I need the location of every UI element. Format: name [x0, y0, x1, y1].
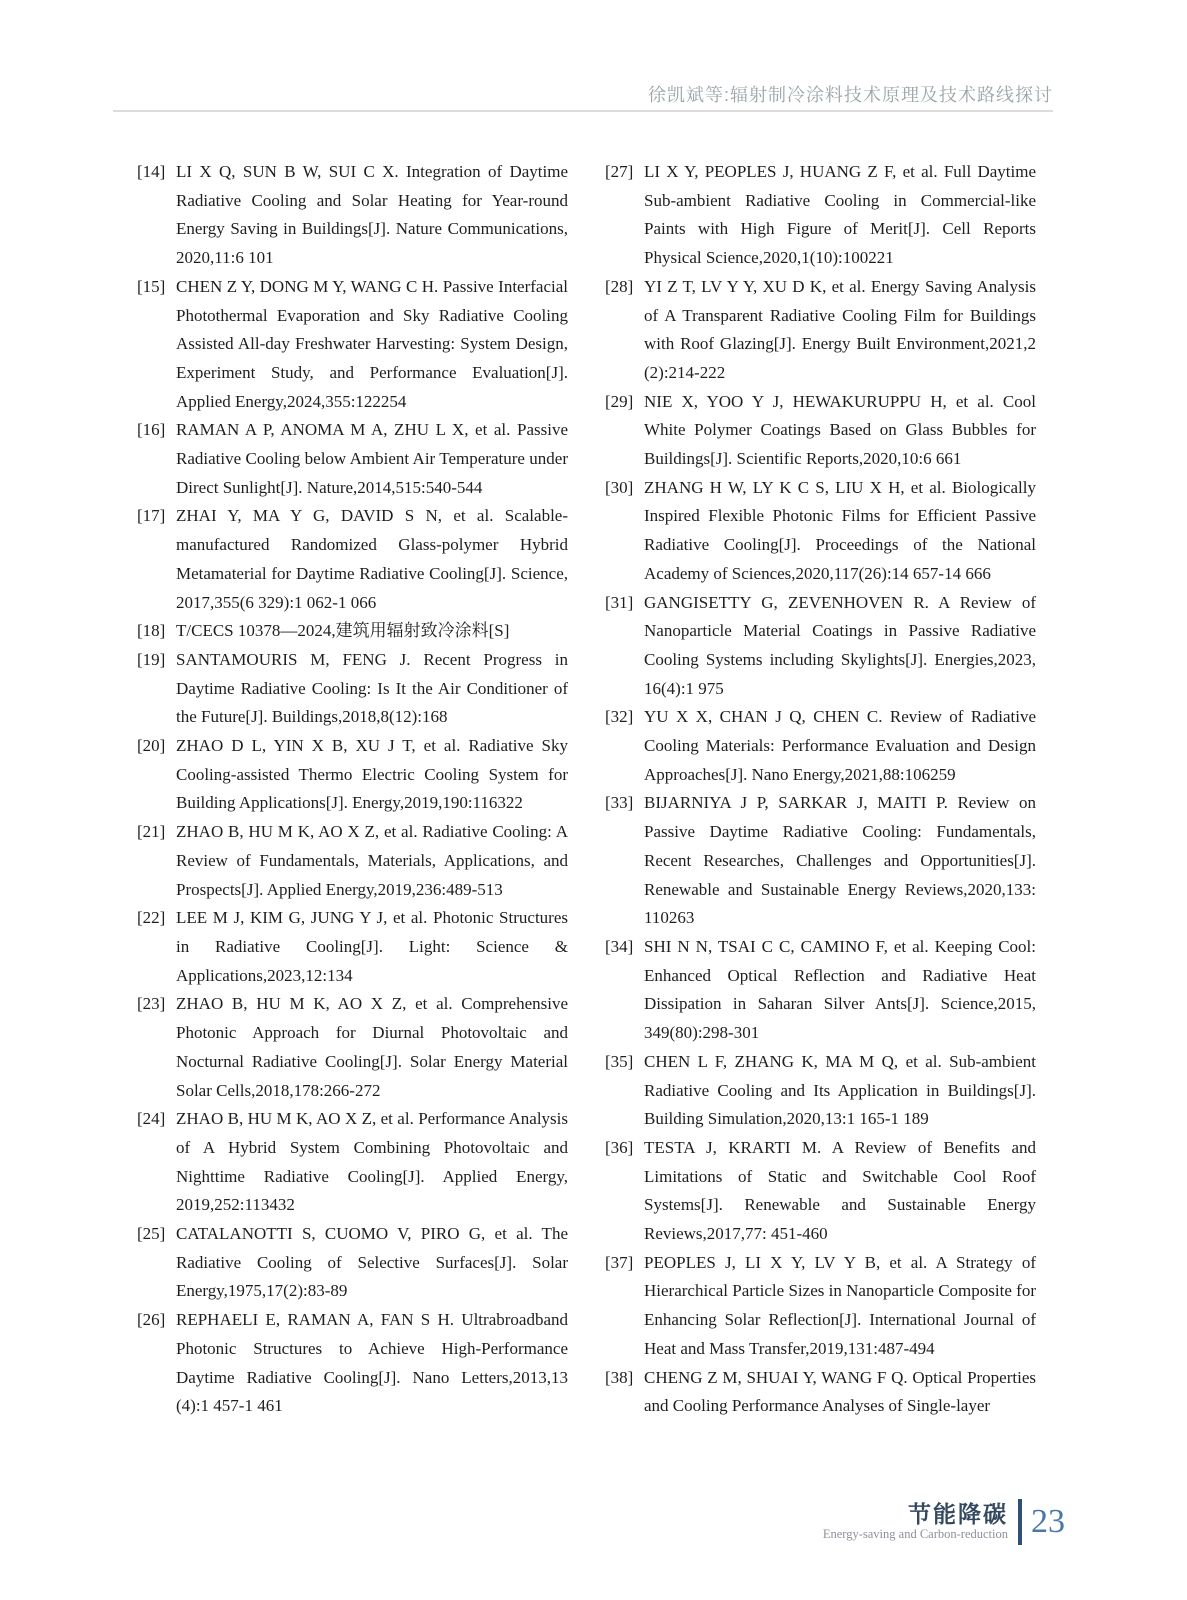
- reference-text: ZHAO B, HU M K, AO X Z, et al. Performance Analysis of A Hybrid System Combining Photovoltaic and Nighttime Radiative Cooling[J]. Applied Energy, 2019,252:113432: [176, 1109, 568, 1215]
- reference-item: [137, 990, 568, 1105]
- reference-number: [35]: [605, 1051, 634, 1071]
- reference-item: [605, 273, 1036, 388]
- page-footer: [823, 1499, 1065, 1545]
- reference-item: [605, 1134, 1036, 1249]
- reference-text: SHI N N, TSAI C C, CAMINO F, et al. Keeping Cool: Enhanced Optical Reflection and Radiative Heat Dissipation in Saharan Silver Ants[J]. Science,2015, 349(80):298-301: [644, 936, 1036, 1043]
- reference-number: [17]: [137, 506, 166, 526]
- reference-text: GANGISETTY G, ZEVENHOVEN R. A Review of Nanoparticle Material Coatings in Passive Radiative Cooling Systems including Skylights[J]. Energies,2023, 16(4):1 975: [644, 592, 1036, 698]
- reference-text: REPHAELI E, RAMAN A, FAN S H. Ultrabroadband Photonic Structures to Achieve High-Performance Daytime Radiative Cooling[J]. Nano Letters,2013,13 (4):1 457-1 461: [176, 1310, 568, 1416]
- reference-number: [30]: [605, 477, 634, 497]
- reference-text: CATALANOTTI S, CUOMO V, PIRO G, et al. The Radiative Cooling of Selective Surfaces[J]. Solar Energy,1975,17(2):83-89: [176, 1224, 568, 1301]
- reference-text: LI X Q, SUN B W, SUI C X. Integration of Daytime Radiative Cooling and Solar Heating for Year-round Energy Saving in Buildings[J]. Nature Communications, 2020,11:6 101: [176, 162, 568, 268]
- reference-number: [25]: [137, 1224, 166, 1244]
- reference-text: ZHANG H W, LY K C S, LIU X H, et al. Biologically Inspired Flexible Photonic Films for Efficient Passive Radiative Cooling[J]. Proceedings of the National Academy of Sciences,2020,117(26):14 657-14 666: [644, 477, 1036, 583]
- reference-item: [137, 416, 568, 502]
- reference-number: [15]: [137, 276, 166, 296]
- reference-number: [27]: [605, 162, 634, 181]
- reference-item: [137, 273, 568, 417]
- reference-number: [26]: [137, 1310, 166, 1330]
- reference-text: YU X X, CHAN J Q, CHEN C. Review of Radiative Cooling Materials: Performance Evaluation and Design Approaches[J]. Nano Energy,2021,88:106259: [644, 707, 1036, 784]
- running-head-title: 徐凯斌等:辐射制冷涂料技术原理及技术路线探讨: [648, 85, 1053, 105]
- reference-item: [137, 646, 568, 732]
- reference-item: [137, 732, 568, 818]
- header-rule: [113, 110, 1053, 112]
- reference-number: [24]: [137, 1109, 166, 1129]
- reference-text: BIJARNIYA J P, SARKAR J, MAITI P. Review on Passive Daytime Radiative Cooling: Fundamentals, Recent Researches, Challenges and Opportunities[J]. Renewable and Sustainable Energy Reviews,2020,133: 110263: [644, 793, 1036, 928]
- reference-number: [28]: [605, 276, 634, 296]
- reference-text: LI X Y, PEOPLES J, HUANG Z F, et al. Full Daytime Sub-ambient Radiative Cooling in Commercial-like Paints with High Figure of Merit[J]. Cell Reports Physical Science,2020,1(10):100221: [644, 162, 1036, 268]
- reference-item: [605, 703, 1036, 789]
- reference-number: [18]: [137, 621, 166, 641]
- reference-number: [14]: [137, 162, 166, 181]
- references-left-column: [137, 158, 568, 1421]
- reference-item: [137, 1306, 568, 1421]
- reference-item: [137, 904, 568, 990]
- reference-text: ZHAO D L, YIN X B, XU J T, et al. Radiative Sky Cooling-assisted Thermo Electric Cooling System for Building Applications[J]. Energy,2019,190:116322: [176, 736, 568, 813]
- journal-name-chinese: 节能降碳: [908, 1501, 1008, 1527]
- reference-item: [605, 388, 1036, 474]
- journal-name-english: Energy-saving and Carbon-reduction: [822, 1527, 1008, 1541]
- reference-text: ZHAO B, HU M K, AO X Z, et al. Radiative Cooling: A Review of Fundamentals, Materials, Applications, and Prospects[J]. Applied Energy,2019,236:489-513: [176, 822, 568, 899]
- reference-item: [137, 617, 568, 646]
- reference-text: LEE M J, KIM G, JUNG Y J, et al. Photonic Structures in Radiative Cooling[J]. Light: Science & Applications,2023,12:134: [176, 908, 568, 985]
- reference-item: [605, 474, 1036, 589]
- reference-number: [19]: [137, 649, 166, 669]
- reference-number: [34]: [605, 936, 634, 956]
- references-section: [137, 158, 1037, 1421]
- journal-name-block: [823, 1502, 1008, 1542]
- reference-text: RAMAN A P, ANOMA M A, ZHU L X, et al. Passive Radiative Cooling below Ambient Air Temperature under Direct Sunlight[J]. Nature,2014,515:540-544: [176, 420, 568, 497]
- reference-item: [605, 1364, 1036, 1421]
- reference-item: [137, 502, 568, 617]
- reference-number: [23]: [137, 994, 166, 1014]
- reference-number: [37]: [605, 1252, 634, 1272]
- references-right-column: [605, 158, 1036, 1421]
- reference-text: ZHAO B, HU M K, AO X Z, et al. Comprehensive Photonic Approach for Diurnal Photovoltaic and Nocturnal Radiative Cooling[J]. Solar Energy Material Solar Cells,2018,178:266-272: [176, 994, 568, 1100]
- reference-text: CHENG Z M, SHUAI Y, WANG F Q. Optical Properties and Cooling Performance Analyses of Single-layer: [644, 1367, 1036, 1416]
- reference-number: [21]: [137, 822, 166, 842]
- reference-text: CHEN L F, ZHANG K, MA M Q, et al. Sub-ambient Radiative Cooling and Its Application in Buildings[J]. Building Simulation,2020,13:1 165-1 189: [644, 1051, 1036, 1129]
- page-number: 23: [1031, 1503, 1065, 1540]
- reference-text: CHEN Z Y, DONG M Y, WANG C H. Passive Interfacial Photothermal Evaporation and Sky Radiative Cooling Assisted All-day Freshwater Harvesting: System Design, Experiment Study, and Performance Evaluation[J]. Applied Energy,2024,355:122254: [176, 276, 568, 411]
- reference-number: [29]: [605, 391, 634, 411]
- reference-item: [605, 589, 1036, 704]
- reference-item: [605, 789, 1036, 933]
- reference-text: T/CECS 10378—2024,建筑用辐射致冷涂料[S]: [176, 621, 510, 641]
- reference-text: NIE X, YOO Y J, HEWAKURUPPU H, et al. Cool White Polymer Coatings Based on Glass Bubbles for Buildings[J]. Scientific Reports,2020,10:6 661: [644, 391, 1036, 469]
- reference-text: TESTA J, KRARTI M. A Review of Benefits and Limitations of Static and Switchable Cool Roof Systems[J]. Renewable and Sustainable Energy Reviews,2017,77: 451-460: [644, 1137, 1036, 1244]
- reference-number: [22]: [137, 908, 166, 928]
- reference-text: ZHAI Y, MA Y G, DAVID S N, et al. Scalable-manufactured Randomized Glass-polymer Hybrid Metamaterial for Daytime Radiative Cooling[J]. Science, 2017,355(6 329):1 062-1 066: [176, 506, 568, 612]
- reference-text: PEOPLES J, LI X Y, LV Y B, et al. A Strategy of Hierarchical Particle Sizes in Nanoparticle Composite for Enhancing Solar Reflection[J]. International Journal of Heat and Mass Transfer,2019,131:487-494: [644, 1252, 1036, 1358]
- reference-item: [605, 158, 1036, 273]
- reference-number: [38]: [605, 1367, 634, 1387]
- reference-item: [605, 1249, 1036, 1364]
- reference-number: [16]: [137, 420, 166, 440]
- reference-item: [605, 933, 1036, 1048]
- footer-divider-bar: [1018, 1499, 1022, 1545]
- reference-item: [137, 158, 568, 273]
- reference-item: [137, 1105, 568, 1220]
- reference-number: [20]: [137, 736, 166, 756]
- reference-item: [137, 1220, 568, 1306]
- reference-number: [33]: [605, 793, 634, 813]
- reference-item: [137, 818, 568, 904]
- reference-number: [32]: [605, 707, 634, 727]
- reference-item: [605, 1048, 1036, 1134]
- reference-text: SANTAMOURIS M, FENG J. Recent Progress in Daytime Radiative Cooling: Is It the Air Conditioner of the Future[J]. Buildings,2018,8(12):168: [176, 649, 568, 727]
- reference-number: [36]: [605, 1137, 634, 1157]
- reference-number: [31]: [605, 592, 634, 612]
- reference-text: YI Z T, LV Y Y, XU D K, et al. Energy Saving Analysis of A Transparent Radiative Cooling Film for Buildings with Roof Glazing[J]. Energy Built Environment,2021,2 (2):214-222: [644, 276, 1036, 382]
